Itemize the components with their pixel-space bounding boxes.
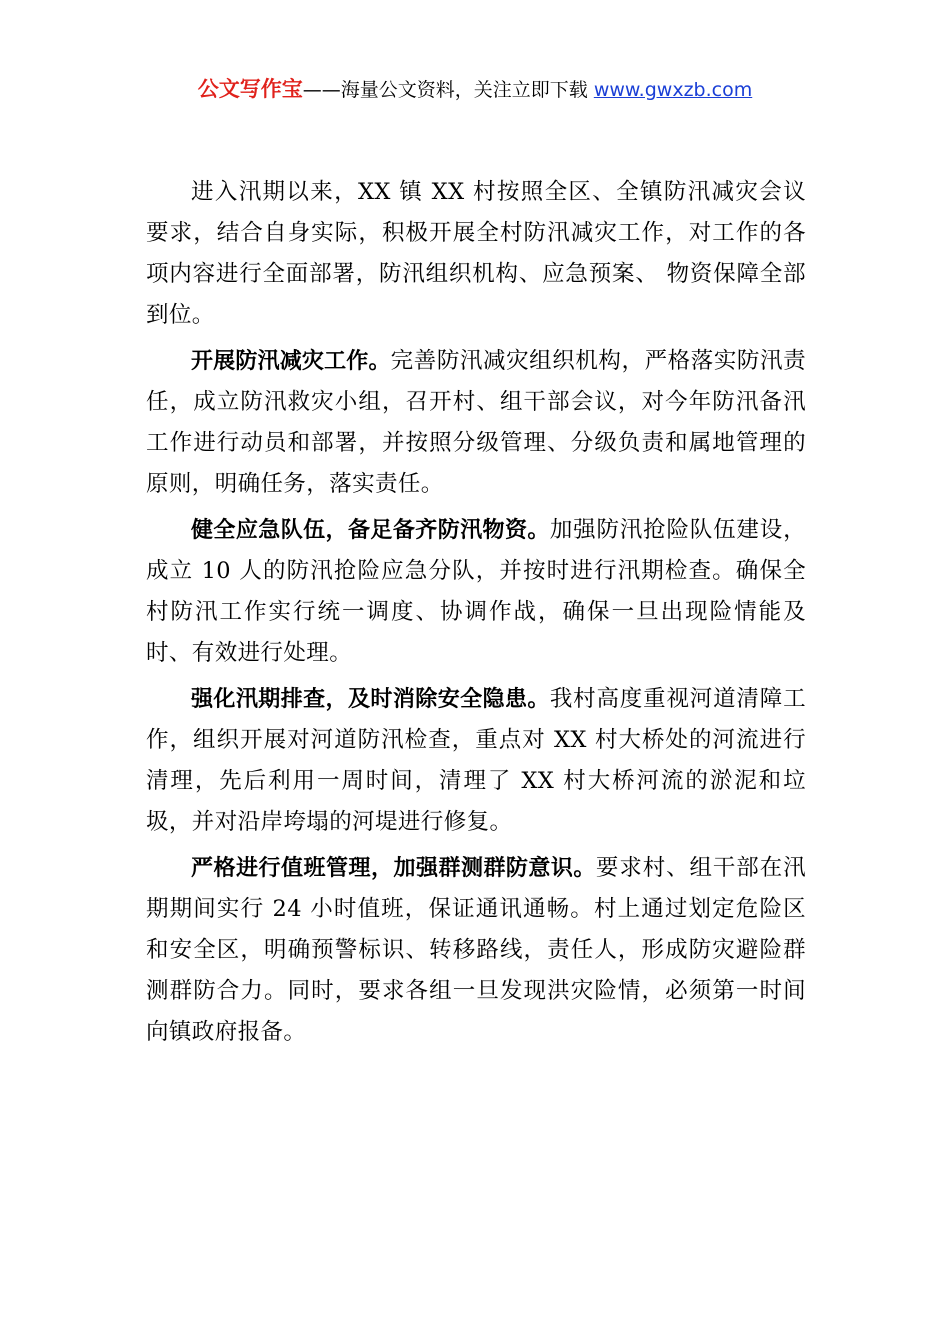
intro-paragraph bbox=[146, 172, 806, 336]
paragraph-text: 要求村、组干部在汛期期间实行 24 小时值班，保证通讯通畅。村上通过划定危险区和安全区，明确预警标识、转移路线，责任人，形成防灾避险群测群防合力。同时，要求各组一旦发现洪灾险情，必须第一时间向镇政府报备。 bbox=[146, 855, 806, 1045]
brand-name: 公文写作宝 bbox=[197, 77, 303, 101]
paragraph-emergency-team bbox=[146, 510, 806, 674]
paragraph-text: 完善防汛减灾组织机构，严格落实防汛责任，成立防汛救灾小组，召开村、组干部会议，对今年防汛备汛工作进行动员和部署，并按照分级管理、分级负责和属地管理的原则，明确任务，落实责任。 bbox=[146, 348, 806, 497]
paragraph-text: 我村高度重视河道清障工作，组织开展对河道防汛检查，重点对 XX 村大桥处的河流进行清理，先后利用一周时间，清理了 XX 村大桥河流的淤泥和垃圾，并对沿岸垮塌的河堤进行修复。 bbox=[146, 686, 806, 835]
paragraph-inspection bbox=[146, 679, 806, 843]
paragraph-text: 加强防汛抢险队伍建设，成立 10 人的防汛抢险应急分队，并按时进行汛期检查。确保全村防汛工作实行统一调度、协调作战，确保一旦出现险情能及时、有效进行处理。 bbox=[146, 517, 806, 666]
paragraph-heading: 严格进行值班管理，加强群测群防意识。 bbox=[191, 856, 596, 881]
page-header bbox=[0, 74, 950, 105]
paragraph-heading: 强化汛期排查，及时消除安全隐患。 bbox=[191, 687, 550, 712]
paragraph-heading: 开展防汛减灾工作。 bbox=[191, 349, 391, 374]
paragraph-heading: 健全应急队伍，备足备齐防汛物资。 bbox=[191, 518, 550, 543]
document-body bbox=[146, 172, 806, 1058]
paragraph-flood-work bbox=[146, 341, 806, 505]
paragraph-text: 进入汛期以来，XX 镇 XX 村按照全区、全镇防汛减灾会议要求，结合自身实际，积极开展全村防汛减灾工作，对工作的各项内容进行全面部署，防汛组织机构、应急预案、 物资保障全部到位。 bbox=[146, 179, 806, 328]
header-tagline: ——海量公文资料，关注立即下载 bbox=[302, 79, 588, 101]
website-link[interactable]: www.gwxzb.com bbox=[593, 79, 753, 101]
paragraph-duty-management bbox=[146, 848, 806, 1053]
